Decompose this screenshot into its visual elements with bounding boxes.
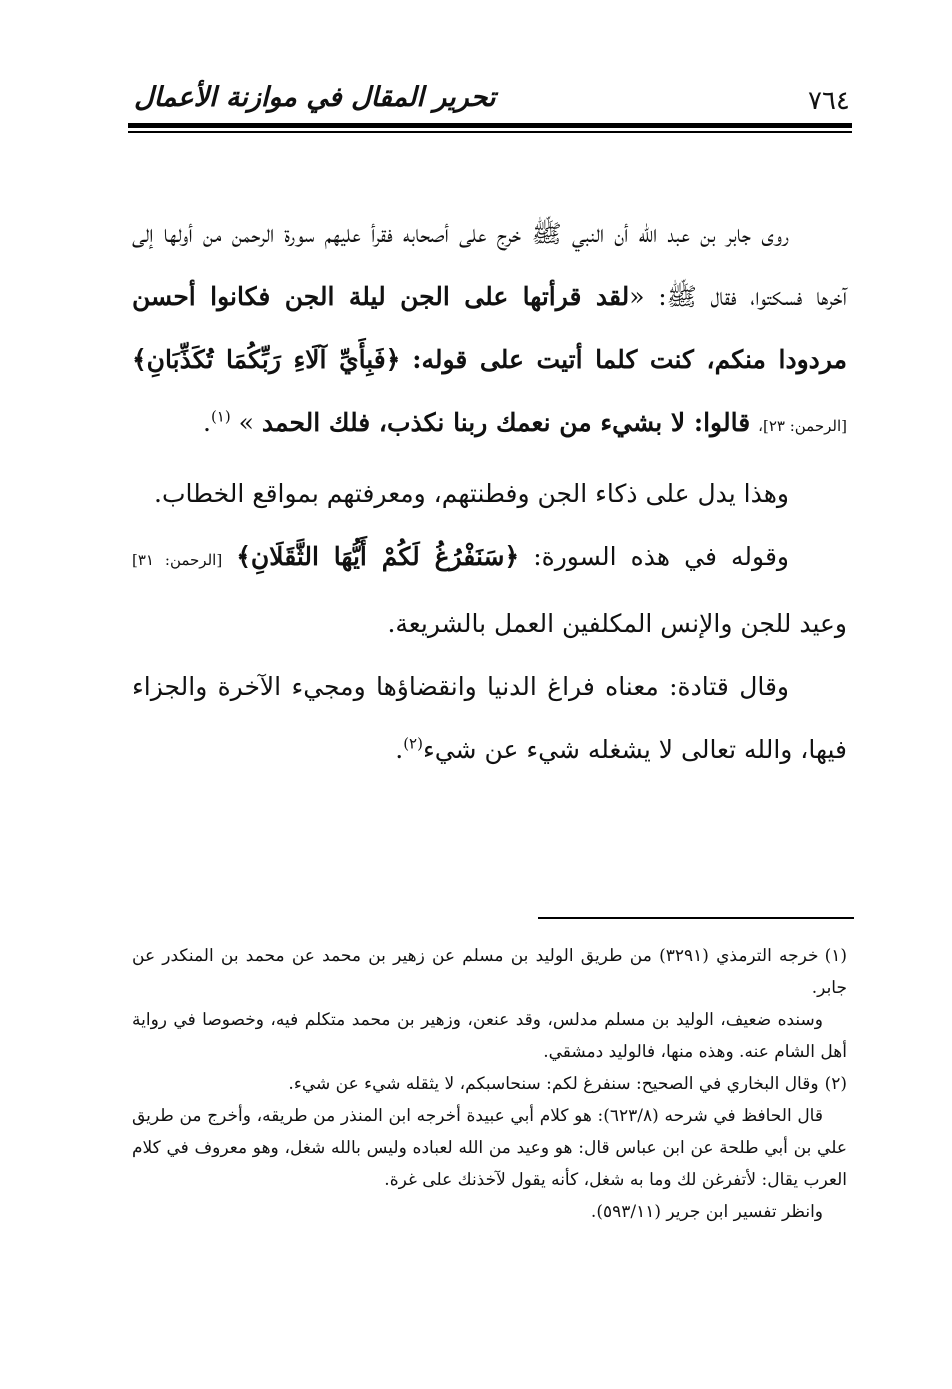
hadith-intro: روى جابر بن عبد الله أن النبي ﷺ خرج على أصحابه فقرأ عليهم سورة الرحمن من أولها إلى آخرها فسكتوا، فقال ﷺ: « xyxy=(132,219,847,311)
header-rule-thin xyxy=(128,131,852,133)
running-title: تحرير المقال في موازنة الأعمال xyxy=(134,82,496,113)
period: . xyxy=(202,408,211,437)
quran-verse: ﴿فَبِأَيِّ آلَاءِ رَبِّكُمَا تُكَذِّبَانِ﴾ xyxy=(132,345,401,374)
page-number: ٧٦٤ xyxy=(808,86,850,116)
paragraph-hadith xyxy=(132,202,847,458)
quran-verse-31: ﴿سَنَفْرُغُ لَكُمْ أَيُّهَا الثَّقَلَانِ﴾ xyxy=(236,542,520,571)
paragraph-qatada xyxy=(132,655,847,781)
verse-reference-31: [الرحمن: ٣١] xyxy=(132,551,223,569)
footnote-2 xyxy=(132,1068,847,1100)
hadith-text: لقد قرأتها على الجن ليلة الجن فكانوا أحسن مردودا منكم، كنت كلما أتيت على قوله: xyxy=(132,282,847,374)
qatada-text: وقال قتادة: معناه فراغ الدنيا وانقضاؤها ومجيء الآخرة والجزاء فيها، والله تعالى لا يشغله شيء عن شيء xyxy=(132,672,847,764)
page-header xyxy=(128,72,852,130)
footnote-1-cont: وسنده ضعيف، الوليد بن مسلم مدلس، وقد عنعن، وزهير بن محمد متكلم فيه، وخصوصا في رواية أهل الشام عنه. وهذه منها، فالوليد دمشقي. xyxy=(132,1010,847,1062)
footnote-separator xyxy=(538,917,854,919)
verse-intro: وقوله في هذه السورة: xyxy=(533,542,789,571)
quote-close: » xyxy=(238,408,254,437)
footnote-1 xyxy=(132,940,847,1004)
verse-commentary: وعيد للجن والإنس المكلفين العمل بالشريعة. xyxy=(387,609,847,638)
footnotes xyxy=(132,940,847,1228)
footnote-number: (٢) xyxy=(824,1074,847,1094)
main-text xyxy=(132,202,847,781)
footnote-text: خرجه الترمذي (٣٢٩١) من طريق الوليد بن مسلم عن زهير بن محمد عن محمد بن المنكدر عن جابر. xyxy=(132,946,847,998)
header-rule-thick xyxy=(128,123,852,128)
footnote-number: (١) xyxy=(824,946,847,966)
footnote-ref-1: (١) xyxy=(210,407,231,426)
hadith-text-cont: قالوا: لا بشيء من نعمك ربنا نكذب، فلك الحمد xyxy=(261,408,751,437)
verse-reference: [الرحمن: ٢٣]، xyxy=(758,417,847,435)
paragraph-verse-31 xyxy=(132,525,847,655)
footnote-2-cont: قال الحافظ في شرحه (٦٢٣/٨): هو كلام أبي عبيدة أخرجه ابن المنذر من طريقه، وأخرج من طريق علي بن أبي طلحة عن ابن عباس قال: هو وعيد من الله لعباده وليس بالله شغل، وهو معروف في كلام العرب يقال: لأتفرغن لك وما به شغل، كأنه يقول لآخذنك على غرة. xyxy=(132,1106,847,1190)
footnote-text: وقال البخاري في الصحيح: سنفرغ لكم: سنحاسبكم، لا يثقله شيء عن شيء. xyxy=(288,1074,819,1094)
footnote-2-ref: وانظر تفسير ابن جرير (٥٩٣/١١). xyxy=(590,1202,823,1222)
paragraph-commentary: وهذا يدل على ذكاء الجن وفطنتهم، ومعرفتهم بمواقع الخطاب. xyxy=(154,479,789,508)
period: . xyxy=(395,735,404,764)
footnote-ref-2: (٢) xyxy=(403,734,423,753)
